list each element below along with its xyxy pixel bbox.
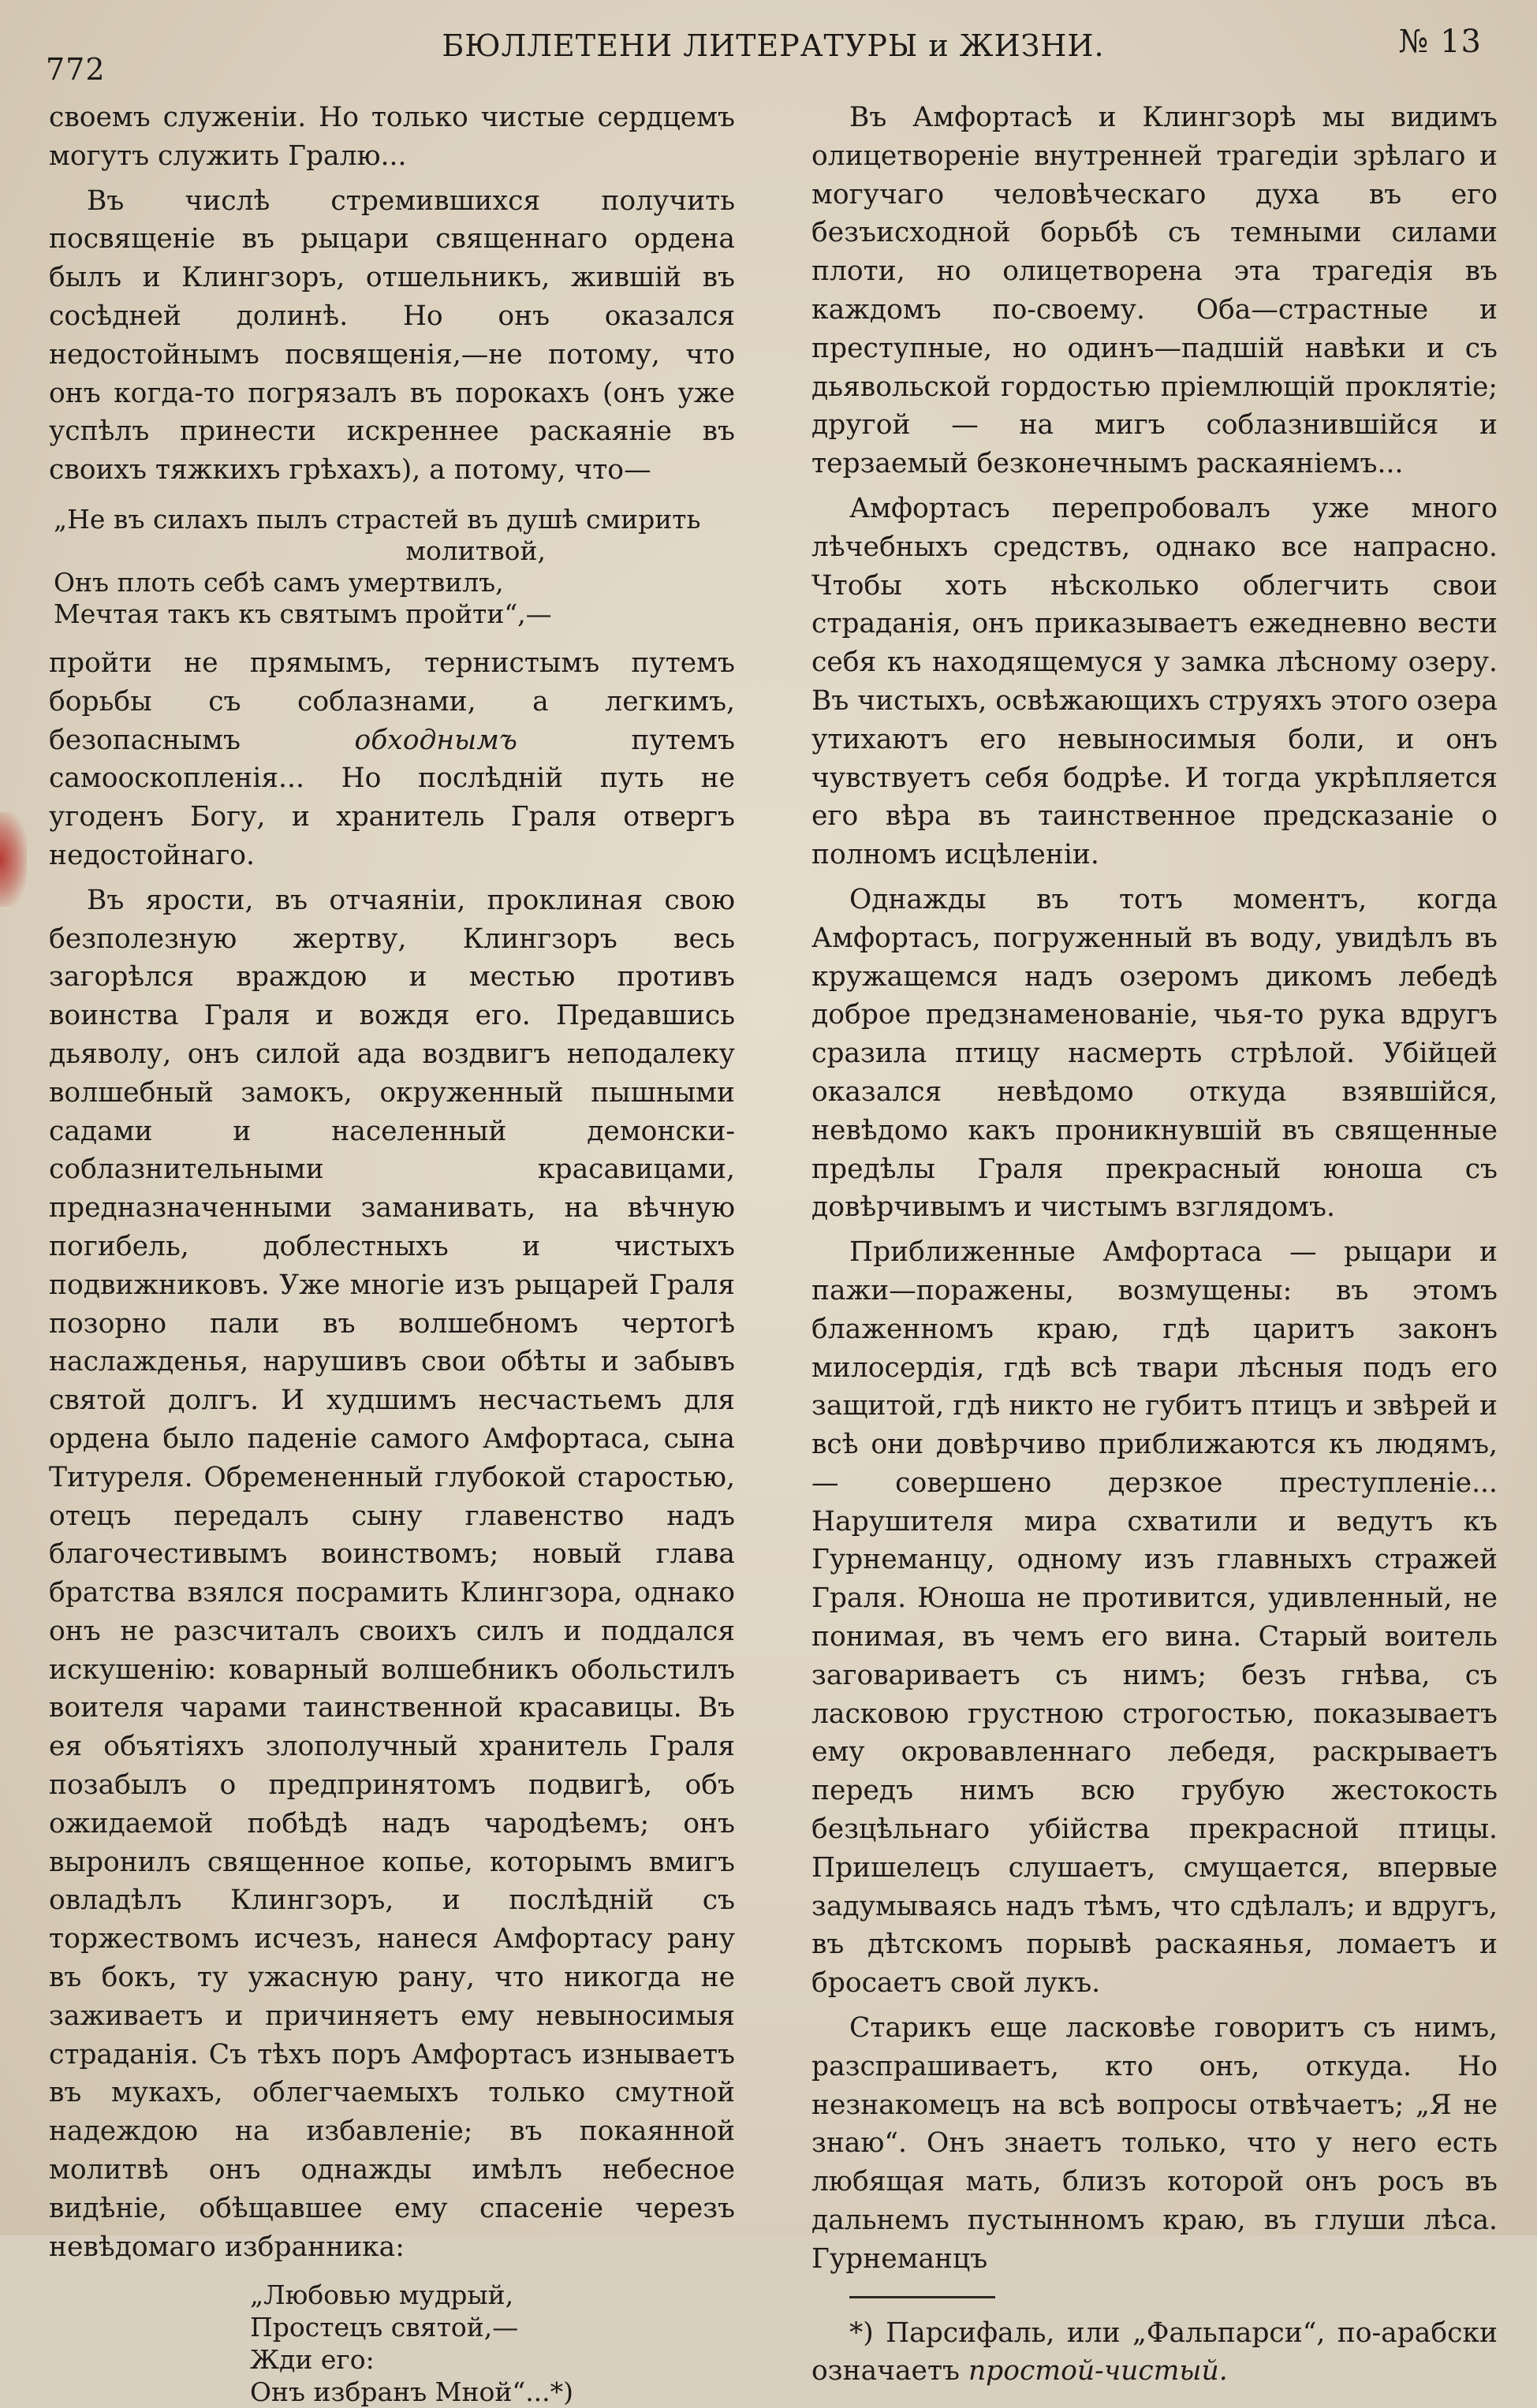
paragraph: Амфортасъ перепробовалъ уже много лѣчебныхъ средствъ, однако все напрасно. Чтобы хоть нѣсколько облегчить свои страданія, онъ приказываетъ ежедневно вести себя къ находящемуся у замка лѣсному озеру. Въ чистыхъ, освѣжающихъ струяхъ этого озера утихаютъ его невыносимыя боли, и онъ чувствуетъ себя бодрѣе. И тогда укрѣпляется его вѣра въ таинственное предсказаніе о полномъ исцѣленіи.: [811, 492, 1498, 871]
text-run: путемъ самооскопленія... Но послѣдній путь не угоденъ Богу, и хранитель Граля отвергъ недостойнаго.: [49, 724, 735, 871]
verse-line: Жди его:: [250, 2344, 375, 2376]
verse-line: молитвой,: [405, 535, 546, 566]
running-title: БЮЛЛЕТЕНИ ЛИТЕРАТУРЫ и ЖИЗНИ.: [442, 28, 1105, 63]
paragraph: Въ числѣ стремившихся получить посвященіе въ рыцари священнаго ордена былъ и Клингзоръ, отшельникъ, жившій въ сосѣдней долинѣ. Но онъ оказался недостойнымъ посвященія,—не потому, что онъ когда-то погрязалъ въ порокахъ (онъ уже успѣлъ принести искреннее раскаяніе въ своихъ тяжкихъ грѣхахъ), а потому, что—: [49, 185, 735, 486]
footnote: [811, 2314, 1498, 2391]
verse-line: „Не въ силахъ пылъ страстей въ душѣ смирить: [54, 503, 701, 535]
verse-line: Мечтая такъ къ святымъ пройти“,—: [54, 598, 552, 629]
emphasis: простой-чистый.: [968, 2355, 1228, 2387]
verse-line: Онъ плоть себѣ самъ умертвилъ,: [54, 566, 504, 598]
text-columns: [49, 99, 1498, 2408]
verse-line: „Любовью мудрый,: [250, 2279, 514, 2311]
paragraph: Въ Амфортасѣ и Клингзорѣ мы видимъ олицетвореніе внутренней трагедіи зрѣлаго и могучаго человѣческаго духа въ его безъисходной борьбѣ съ темными силами плоти, но олицетворена эта трагедія въ каждомъ по-своему. Оба—страстные и преступные, но одинъ—падшій навѣки и съ дьявольской гордостью пріемлющій проклятіе; другой — на мигъ соблазнившійся и терзаемый безконечнымъ раскаяніемъ...: [811, 102, 1498, 480]
paragraph: Однажды въ тотъ моментъ, когда Амфортасъ, погруженный въ воду, увидѣлъ въ кружащемся надъ озеромъ дикомъ лебедѣ доброе предзнаменованіе, чья-то рука вдругъ сразила птицу насмерть стрѣлой. Убійцей оказался невѣдомо откуда взявшійся, невѣдомо какъ проникнувшій въ священные предѣлы Граля прекрасный юноша съ довѣрчивымъ и чистымъ взглядомъ.: [811, 883, 1498, 1224]
prophecy-verse: [250, 2279, 735, 2408]
paragraph: [49, 644, 735, 875]
paragraph: своемъ служеніи. Но только чистые сердцемъ могутъ служить Гралю...: [49, 102, 735, 172]
text-run: пройти не прямымъ, тернистымъ путемъ борьбы съ соблазнами, а легкимъ, безопаснымъ: [49, 647, 735, 756]
issue-number: № 13: [1398, 24, 1482, 60]
paragraph: Приближенные Амфортаса — рыцари и пажи—поражены, возмущены: въ этомъ блаженномъ краю, гдѣ царитъ законъ милосердія, гдѣ всѣ твари лѣсныя подъ его защитой, гдѣ никто не губитъ птицъ и звѣрей и всѣ они довѣрчиво приближаются къ людямъ,— совершено дерзкое преступленіе... Нарушителя мира схватили и ведутъ къ Гурнеманцу, одному изъ главныхъ стражей Граля. Юноша не противится, удивленный, не понимая, въ чемъ его вина. Старый воитель заговариваетъ съ нимъ; безъ гнѣва, съ ласковою грустною строгостью, показываетъ ему окровавленнаго лебедя, раскрываетъ передъ нимъ всю грубую жестокость безцѣльнаго убійства прекрасной птицы. Пришелецъ слушаетъ, смущается, впервые задумываясь надъ тѣмъ, что сдѣлалъ; и вдругъ, въ дѣтскомъ порывѣ раскаянья, ломаетъ и бросаетъ свой лукъ.: [811, 1236, 1498, 2000]
paragraph: Старикъ еще ласковѣе говоритъ съ нимъ, разспрашиваетъ, кто онъ, откуда. Но незнакомецъ на всѣ вопросы отвѣчаетъ; „Я не знаю“. Онъ знаетъ только, что у него есть любящая мать, близъ которой онъ росъ въ дальнемъ пустынномъ краю, въ глуши лѣса. Гурнеманцъ: [811, 2012, 1498, 2275]
verse-line: Онъ избранъ Мной“...*): [250, 2376, 574, 2408]
emphasis: обходнымъ: [354, 724, 517, 756]
left-column: [49, 99, 735, 2408]
text-run: *) Парсифаль, или „Фальпарси“, по-арабски означаетъ: [811, 2317, 1498, 2387]
verse-quote: [54, 504, 735, 630]
paragraph: Въ ярости, въ отчаяніи, проклиная свою безполезную жертву, Клингзоръ весь загорѣлся враждою и местью противъ воинства Граля и вождя его. Предавшись дьяволу, онъ силой ада воздвигъ неподалеку волшебный замокъ, окруженный пышными садами и населенный демонски-соблазнительными красавицами, предназначенными заманивать, на вѣчную погибель, доблестныхъ и чистыхъ подвижниковъ. Уже многіе изъ рыцарей Граля позорно пали въ волшебномъ чертогѣ наслажденья, нарушивъ свои обѣты и забывъ святой долгъ. И худшимъ несчастьемъ для ордена было паденіе самого Амфортаса, сына Титуреля. Обремененный глубокой старостью, отецъ передалъ сыну главенство надъ благочестивымъ воинствомъ; новый глава братства взялся посрамить Клингзора, однако онъ не разсчиталъ своихъ силъ и поддался искушенію: коварный волшебникъ обольстилъ воителя чарами таинственной красавицы. Въ ея объятіяхъ злополучный хранитель Граля позабылъ о предпринятомъ подвигѣ, объ ожидаемой побѣдѣ надъ чародѣемъ; онъ выронилъ священное копье, которымъ вмигъ овладѣлъ Клингзоръ, и послѣдній съ торжествомъ исчезъ, нанеся Амфортасу рану въ бокъ, ту ужасную рану, что никогда не заживаетъ и причиняетъ ему невыносимыя страданія. Съ тѣхъ поръ Амфортасъ изнываетъ въ мукахъ, облегчаемыхъ только смутной надеждою на избавленіе; въ покаянной молитвѣ онъ однажды имѣлъ небесное видѣніе, обѣщавшее ему спасеніе черезъ невѣдомаго избранника:: [49, 884, 735, 2263]
red-stain-mark: [0, 812, 27, 907]
footnote-divider: [849, 2296, 995, 2298]
right-column: [811, 99, 1498, 2408]
page-number: 772: [46, 52, 106, 87]
page-header: [41, 22, 1505, 87]
verse-line: Простецъ святой,—: [250, 2312, 519, 2343]
